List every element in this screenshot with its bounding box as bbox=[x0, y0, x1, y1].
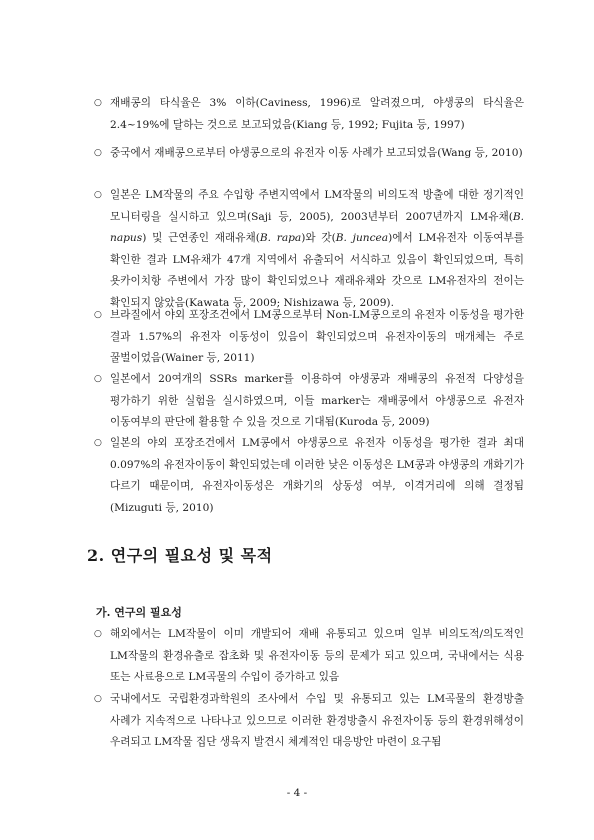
bullet-circle-icon: ○ bbox=[94, 148, 102, 158]
species-name: B. napus bbox=[110, 210, 524, 244]
bullet-text: 브라질에서 야외 포장조건에서 LM콩으로부터 Non-LM콩으로의 유전자 이동성을 평가한 결과 1.57%의 유전자 이동성이 있음이 확인되었으며 유전자이동의 매개체는 주로 꿀벌이었음(Wainer 등, 2011) bbox=[110, 309, 524, 364]
bullet-circle-icon: ○ bbox=[94, 374, 102, 384]
bullet-item bbox=[94, 305, 524, 370]
bullet-text: 중국에서 재배콩으로부터 야생콩으로의 유전자 이동 사례가 보고되었음(Wang 등, 2010) bbox=[110, 147, 523, 159]
text-run: )와 갓( bbox=[301, 232, 336, 244]
text-run: 일본은 LM작물의 주요 수입항 주변지역에서 LM작물의 비의도적 방출에 대한 정기적인 모니터링을 실시하고 있으며(Saji 등, 2005), 2003년부터 2007년까지 LM유채( bbox=[110, 189, 524, 223]
bullet-item bbox=[94, 143, 524, 165]
bullet-item bbox=[94, 624, 524, 689]
bullet-text: 해외에서는 LM작물이 이미 개발되어 재배 유통되고 있으며 일부 비의도적/의도적인 LM작물의 환경유출로 잡초화 및 유전자이동 등의 문제가 되고 있으며, 국내에서는 식용 또는 사료용으로 LM곡물의 수입이 증가하고 있음 bbox=[110, 628, 524, 683]
bullet-circle-icon: ○ bbox=[94, 629, 102, 639]
text-run: ) 및 근연종인 재래유채( bbox=[142, 232, 260, 244]
bullet-item bbox=[94, 689, 524, 754]
subsection-title: 가. 연구의 필요성 bbox=[96, 606, 182, 619]
bullet-text: 국내에서도 국립환경과학원의 조사에서 수입 및 유통되고 있는 LM곡물의 환경방출 사례가 지속적으로 나타나고 있으므로 이러한 환경방출시 유전자이동 등의 환경위해성이 우려되고 LM작물 집단 생육지 발견시 체계적인 대응방안 마련이 요구됨 bbox=[110, 693, 524, 748]
species-name: B. rapa bbox=[259, 232, 302, 244]
bullet-text: 재배콩의 타식율은 3% 이하(Caviness, 1996)로 알려졌으며, 야생콩의 타식율은 2.4~19%에 달하는 것으로 보고되었음(Kiang 등, 1992; Fujita 등, 1997) bbox=[110, 97, 524, 131]
bullet-circle-icon: ○ bbox=[94, 190, 102, 200]
bullet-text: 일본에서 20여개의 SSRs marker를 이용하여 야생콩과 재배콩의 유전적 다양성을 평가하기 위한 실험을 실시하였으며, 이들 marker는 재배콩에서 야생콩으로 유전자 이동여부의 판단에 활용할 수 있을 것으로 기대됨(Kuroda 등, 2009) bbox=[110, 373, 524, 428]
bullet-circle-icon: ○ bbox=[94, 694, 102, 704]
bullet-item bbox=[94, 369, 524, 434]
page-number: - 4 - bbox=[286, 787, 308, 799]
bullet-circle-icon: ○ bbox=[94, 98, 102, 108]
bullet-item bbox=[94, 93, 524, 136]
species-name: B. juncea bbox=[335, 232, 389, 244]
text-run: )에서 LM유전자 이동여부를 확인한 결과 LM유채가 47개 지역에서 유출되어 서식하고 있음이 확인되었으며, 특히 욧카이치항 주변에서 가장 많이 확인되었으나 재래유채와 갓으로 LM유전자의 전이는 확인되지 않았음(Kawata 등, 2009; Nishizawa 등, 2009). bbox=[110, 232, 524, 309]
bullet-circle-icon: ○ bbox=[94, 310, 102, 320]
bullet-circle-icon: ○ bbox=[94, 438, 102, 448]
bullet-text bbox=[94, 185, 524, 314]
section-title: 2. 연구의 필요성 및 목적 bbox=[87, 546, 273, 565]
bullet-text: 일본의 야외 포장조건에서 LM콩에서 야생콩으로 유전자 이동성을 평가한 결과 최대 0.097%의 유전자이동이 확인되었는데 이러한 낮은 이동성은 LM콩과 야생콩의 개화기가 다르기 때문이며, 유전자이동성은 개화기의 상동성 여부, 이격거리에 의해 결정됨(Mizuguti 등, 2010) bbox=[110, 437, 524, 514]
bullet-item bbox=[94, 433, 524, 519]
bullet-item bbox=[94, 185, 524, 314]
